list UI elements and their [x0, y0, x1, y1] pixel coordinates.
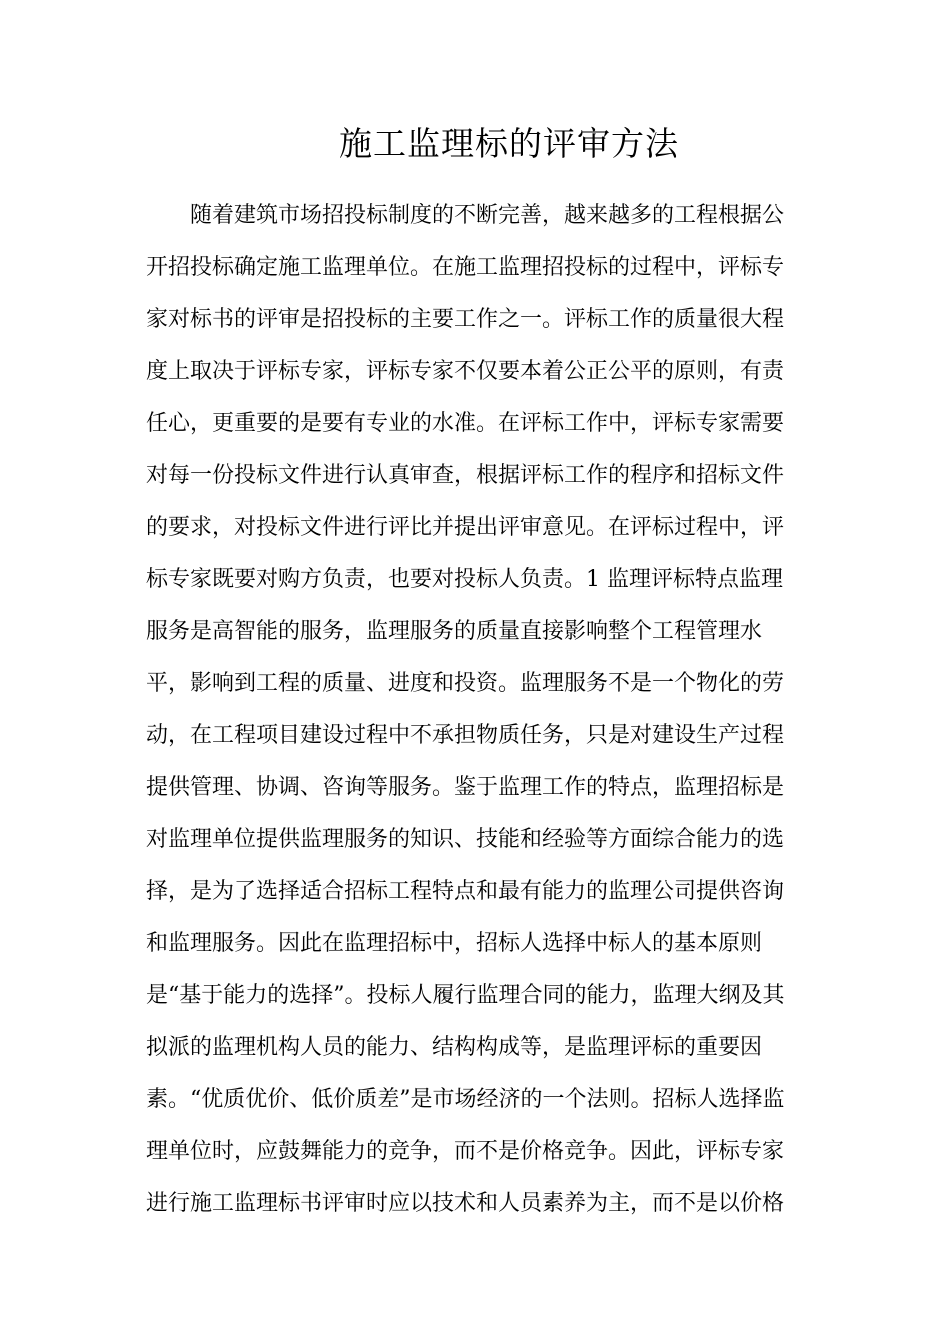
body-line: 择，是为了选择适合招标工程特点和最有能力的监理公司提供咨询: [146, 879, 785, 904]
body-line: 开招投标确定施工监理单位。在施工监理招投标的过程中，评标专: [146, 255, 785, 280]
body-line: 提供管理、协调、咨询等服务。鉴于监理工作的特点，监理招标是: [146, 775, 785, 800]
body-line: 素。“优质优价、低价质差”是市场经济的一个法则。招标人选择监: [146, 1087, 785, 1112]
document-body: [146, 190, 806, 1230]
body-line: 家对标书的评审是招投标的主要工作之一。评标工作的质量很大程: [146, 307, 785, 332]
body-line: 服务是高智能的服务，监理服务的质量直接影响整个工程管理水: [146, 619, 763, 644]
body-line: 平，影响到工程的质量、进度和投资。监理服务不是一个物化的劳: [146, 671, 785, 696]
body-line: 任心，更重要的是要有专业的水准。在评标工作中，评标专家需要: [146, 411, 785, 436]
body-line: 标专家既要对购方负责，也要对投标人负责。1 监理评标特点监理: [146, 567, 783, 592]
document-title: 施工监理标的评审方法: [339, 124, 679, 163]
body-line: 是“基于能力的选择”。投标人履行监理合同的能力，监理大纲及其: [146, 983, 785, 1008]
body-line: 的要求，对投标文件进行评比并提出评审意见。在评标过程中，评: [146, 515, 785, 540]
body-line: 随着建筑市场招投标制度的不断完善，越来越多的工程根据公: [190, 203, 785, 228]
body-line: 对每一份投标文件进行认真审查，根据评标工作的程序和招标文件: [146, 463, 785, 488]
body-line: 对监理单位提供监理服务的知识、技能和经验等方面综合能力的选: [146, 827, 785, 852]
body-line: 和监理服务。因此在监理招标中，招标人选择中标人的基本原则: [146, 931, 763, 956]
body-line: 拟派的监理机构人员的能力、结构构成等，是监理评标的重要因: [146, 1035, 763, 1060]
body-line: 理单位时，应鼓舞能力的竞争，而不是价格竞争。因此，评标专家: [146, 1139, 785, 1164]
body-line: 动，在工程项目建设过程中不承担物质任务，只是对建设生产过程: [146, 723, 785, 748]
body-line: 度上取决于评标专家，评标专家不仅要本着公正公平的原则，有责: [146, 359, 785, 384]
body-line: 进行施工监理标书评审时应以技术和人员素养为主，而不是以价格: [146, 1191, 785, 1216]
